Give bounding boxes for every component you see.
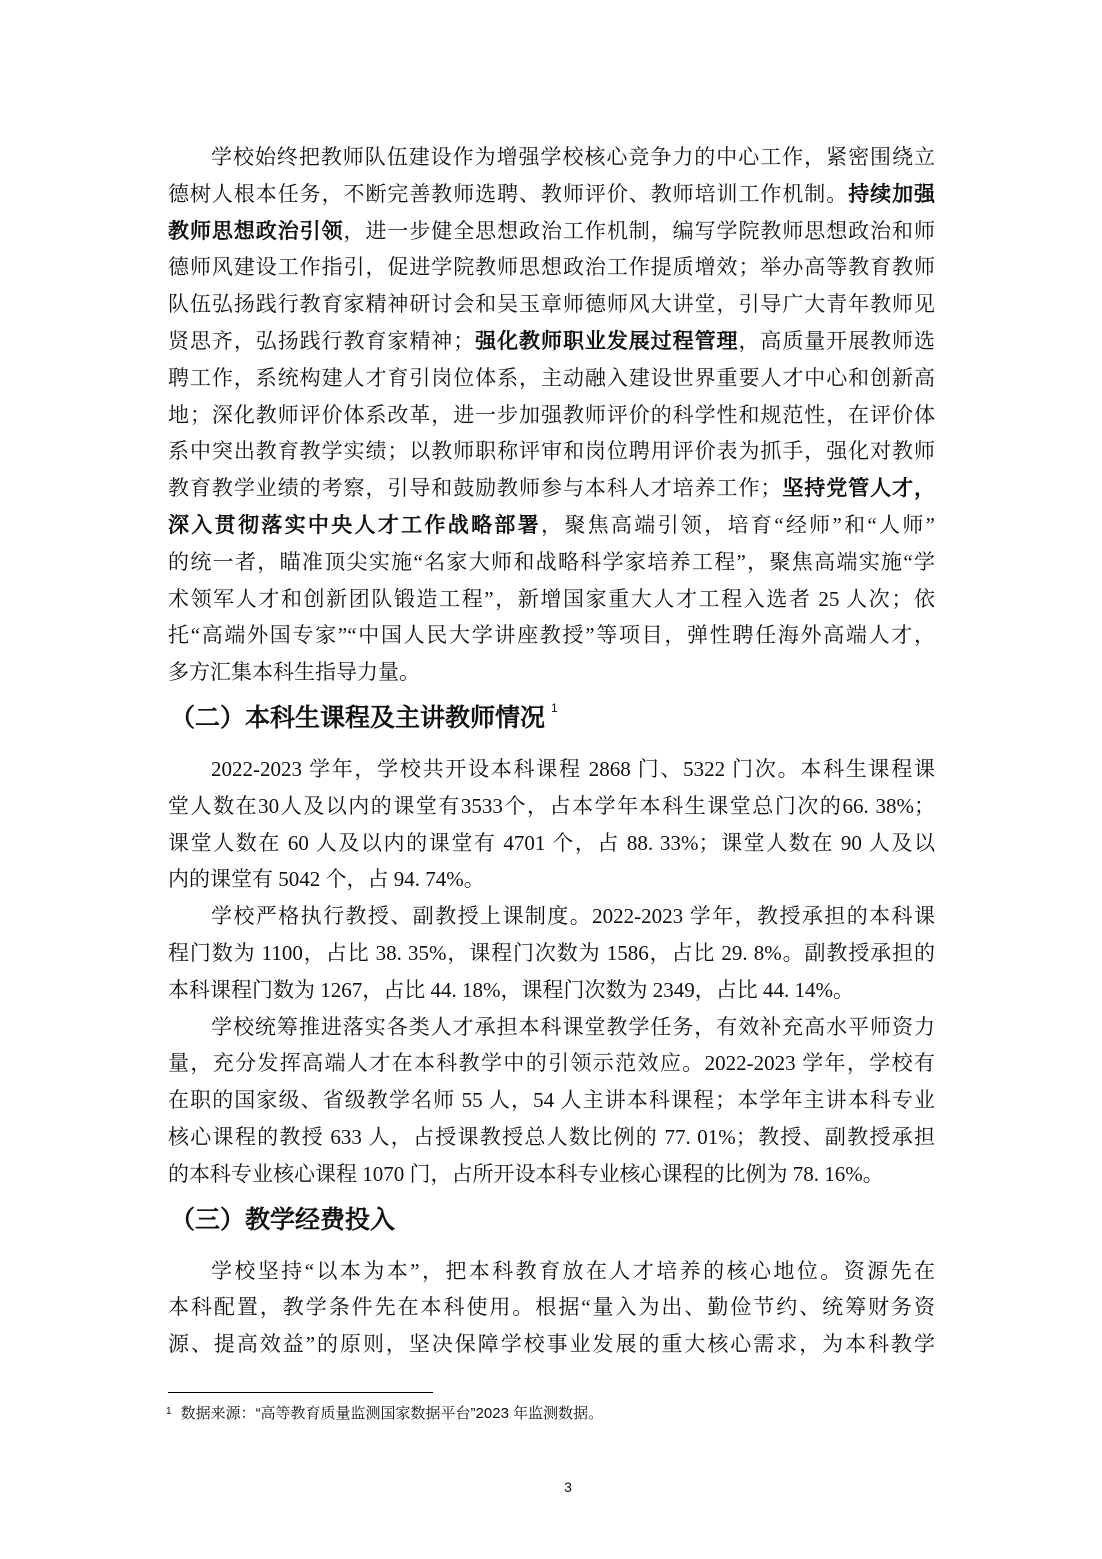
text-run: 在职的国家级、省级教学名师 55 人，54 人主讲本科课程；本学年主讲本科专业 — [168, 1088, 935, 1113]
text-line — [168, 1156, 935, 1193]
emphasized-text: 强化教师职业发展过程管理 — [474, 329, 739, 353]
text-line — [168, 470, 935, 507]
text-line — [168, 360, 935, 397]
text-run: 量，充分发挥高端人才在本科教学中的引领示范效应。2022-2023 学年，学校有 — [168, 1051, 935, 1076]
text-run: 内的课堂有 5042 个，占 94. 74%。 — [168, 867, 485, 892]
text-run: ，进一步健全思想政治工作机制，编写学院教师思想政治和师 — [343, 218, 935, 243]
text-run: 本科配置，教学条件先在本科使用。根据“量入为出、勤俭节约、统筹财务资 — [168, 1295, 935, 1320]
text-line — [168, 507, 935, 544]
text-run: 德树人根本任务，不断完善教师选聘、教师评价、教师培训工作机制。 — [168, 181, 849, 206]
section-heading — [168, 1198, 935, 1242]
text-run: 术领军人才和创新团队锻造工程”，新增国家重大人才工程入选者 25 人次；依 — [168, 586, 935, 611]
document-body — [168, 139, 935, 1363]
text-line — [168, 433, 935, 470]
text-run: 核心课程的教授 633 人，占授课教授总人数比例的 77. 01%；教授、副教授承担 — [168, 1124, 935, 1149]
footnote-text: 数据来源：“高等教育质量监测国家数据平台”2023 年监测数据。 — [180, 1405, 604, 1422]
section-heading — [168, 696, 935, 740]
text-line — [168, 1326, 935, 1363]
text-line — [168, 972, 935, 1009]
text-run: 源、提高效益”的原则，坚决保障学校事业发展的重大核心需求，为本科教学 — [168, 1332, 935, 1357]
text-line — [168, 1045, 935, 1082]
paragraph — [168, 751, 935, 898]
text-run: 聘工作，系统构建人才育引岗位体系，主动融入建设世界重要人才中心和创新高 — [168, 365, 935, 390]
paragraph — [168, 1253, 935, 1363]
text-line — [168, 323, 935, 360]
text-line — [168, 139, 935, 176]
text-line — [168, 1009, 935, 1046]
text-line — [168, 861, 935, 898]
text-run: 堂人数在30人及以内的课堂有3533个，占本学年本科生课堂总门次的66. 38%； — [168, 793, 935, 818]
text-line — [168, 1253, 935, 1290]
paragraph — [168, 139, 935, 691]
text-run: 系中突出教育教学实绩；以教师职称评审和岗位聘用评价表为抓手，强化对教师 — [168, 439, 935, 464]
text-run: 教育教学业绩的考察，引导和鼓励教师参与本科人才培养工作； — [168, 476, 782, 501]
section-heading-text: （二）本科生课程及主讲教师情况 — [170, 703, 546, 732]
text-line — [168, 654, 935, 691]
text-line — [168, 213, 935, 250]
text-run: 课堂人数在 60 人及以内的课堂有 4701 个，占 88. 33%；课堂人数在 90 人及以 — [168, 830, 935, 855]
text-line — [168, 581, 935, 618]
text-line — [168, 751, 935, 788]
section-heading-text: （三）教学经费投入 — [170, 1205, 396, 1234]
text-line — [168, 935, 935, 972]
text-line — [168, 286, 935, 323]
text-run: 学校统筹推进落实各类人才承担本科课堂教学任务，有效补充高水平师资力 — [211, 1014, 935, 1039]
text-run: 贤思齐，弘扬践行教育家精神； — [168, 328, 475, 353]
text-line — [168, 249, 935, 286]
footnote-separator — [168, 1392, 433, 1393]
text-run: 地；深化教师评价体系改革，进一步加强教师评价的科学性和规范性，在评价体 — [168, 402, 935, 427]
text-run: 的本科专业核心课程 1070 门，占所开设本科专业核心课程的比例为 78. 16%。 — [168, 1161, 884, 1186]
text-run: 多方汇集本科生指导力量。 — [168, 660, 420, 685]
emphasized-text: 坚持党管人才， — [781, 477, 936, 501]
text-run: 队伍弘扬践行教育家精神研讨会和吴玉章师德师风大讲堂，引导广大青年教师见 — [168, 292, 935, 317]
text-line — [168, 788, 935, 825]
emphasized-text: 持续加强 — [848, 182, 936, 206]
text-run: 德师风建设工作指引，促进学院教师思想政治工作提质增效；举办高等教育教师 — [168, 255, 935, 280]
page-number: 3 — [564, 1479, 572, 1495]
text-line — [168, 825, 935, 862]
paragraph — [168, 898, 935, 1008]
text-run: 托“高端外国专家”“中国人民大学讲座教授”等项目，弹性聘任海外高端人才， — [168, 623, 935, 648]
text-line — [168, 176, 935, 213]
text-line — [168, 1289, 935, 1326]
emphasized-text: 深入贯彻落实中央人才工作战略部署 — [168, 513, 542, 537]
text-run: 学校坚持“以本为本”，把本科教育放在人才培养的核心地位。资源先在 — [211, 1258, 935, 1283]
paragraph — [168, 1009, 935, 1193]
text-line — [168, 544, 935, 581]
text-line — [168, 397, 935, 434]
footnote-reference[interactable]: 1 — [551, 700, 558, 715]
footnote-marker: 1 — [166, 1406, 172, 1417]
text-line — [168, 898, 935, 935]
emphasized-text: 教师思想政治引领 — [168, 219, 344, 243]
text-line — [168, 1082, 935, 1119]
text-run: ，聚焦高端引领，培育“经师”和“人师” — [541, 512, 935, 537]
text-line — [168, 1119, 935, 1156]
text-run: 学校严格执行教授、副教授上课制度。2022-2023 学年，教授承担的本科课 — [211, 904, 935, 929]
footnote — [166, 1402, 603, 1426]
text-run: 2022-2023 学年，学校共开设本科课程 2868 门、5322 门次。本科生课程课 — [211, 756, 935, 781]
text-run: 程门数为 1100，占比 38. 35%，课程门次数为 1586，占比 29. 8%。副教授承担的 — [168, 940, 935, 965]
text-run: 的统一者，瞄准顶尖实施“名家大师和战略科学家培养工程”，聚焦高端实施“学 — [168, 549, 935, 574]
text-run: 本科课程门数为 1267，占比 44. 18%，课程门次数为 2349，占比 44. 14%。 — [168, 977, 854, 1002]
text-run: ，高质量开展教师选 — [738, 328, 935, 353]
text-run: 学校始终把教师队伍建设作为增强学校核心竞争力的中心工作，紧密围绕立 — [211, 145, 935, 169]
text-line — [168, 617, 935, 654]
